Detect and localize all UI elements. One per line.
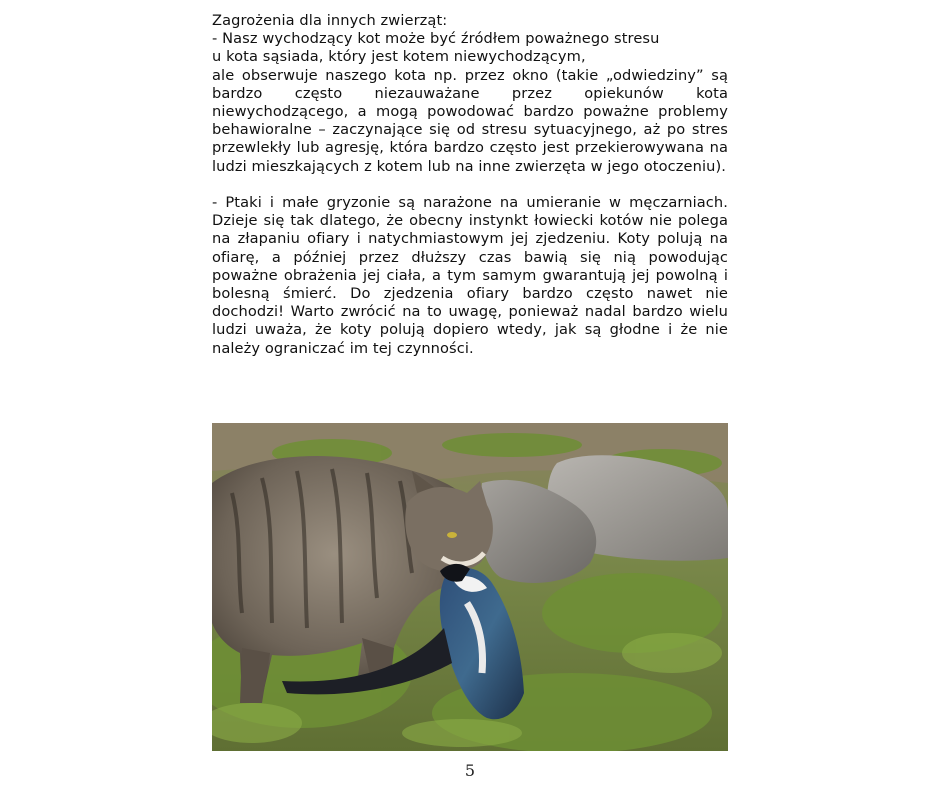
paragraph-spacer [212, 176, 728, 194]
paragraph-2: - Ptaki i małe gryzonie są narażone na umieranie w męczarniach. Dzieje się tak dlatego, że obecny instynkt łowiecki kotów nie polega na złapaniu ofiary i natychmiastowym jej zjedzeniu. Koty polują na ofiarę, a później przez dłuższy czas bawią się nią powodując poważne obrażenia jej ciała, a tym samym gwarantują jej powolną i bolesną śmierć. Do zjedzenia ofiary bardzo często nawet nie dochodzi! Warto zwrócić na to uwagę, ponieważ nadal bardzo wielu ludzi uważa, że koty polują dopiero wtedy, jak są głodne i że nie należy ograniczać im tej czynności. [212, 194, 728, 357]
page-number: 5 [464, 761, 476, 780]
photo-illustration [212, 423, 728, 751]
cat-eye [447, 532, 457, 538]
section-heading: Zagrożenia dla innych zwierząt: [212, 12, 448, 29]
page-text [212, 12, 728, 358]
paragraph-1-line-1: - Nasz wychodzący kot może być źródłem poważnego stresu [212, 30, 660, 48]
paragraph-1-body: ale obserwuje naszego kota np. przez okno (takie „odwiedziny” są bardzo często niezauważane przez opiekunów kota niewychodzącego, a mogą powodować bardzo poważne problemy behawioralne – zaczynające się od stresu sytuacyjnego, aż po stres przewlekły lub agresję, która bardzo często jest przekierowywana na ludzi mieszkających z kotem lub na inne zwierzęta w jego otoczeniu). [212, 66, 728, 175]
paragraph-1-line-2: u kota sąsiada, który jest kotem niewychodzącym, [212, 48, 586, 66]
cat-with-magpie-photo [212, 423, 728, 751]
